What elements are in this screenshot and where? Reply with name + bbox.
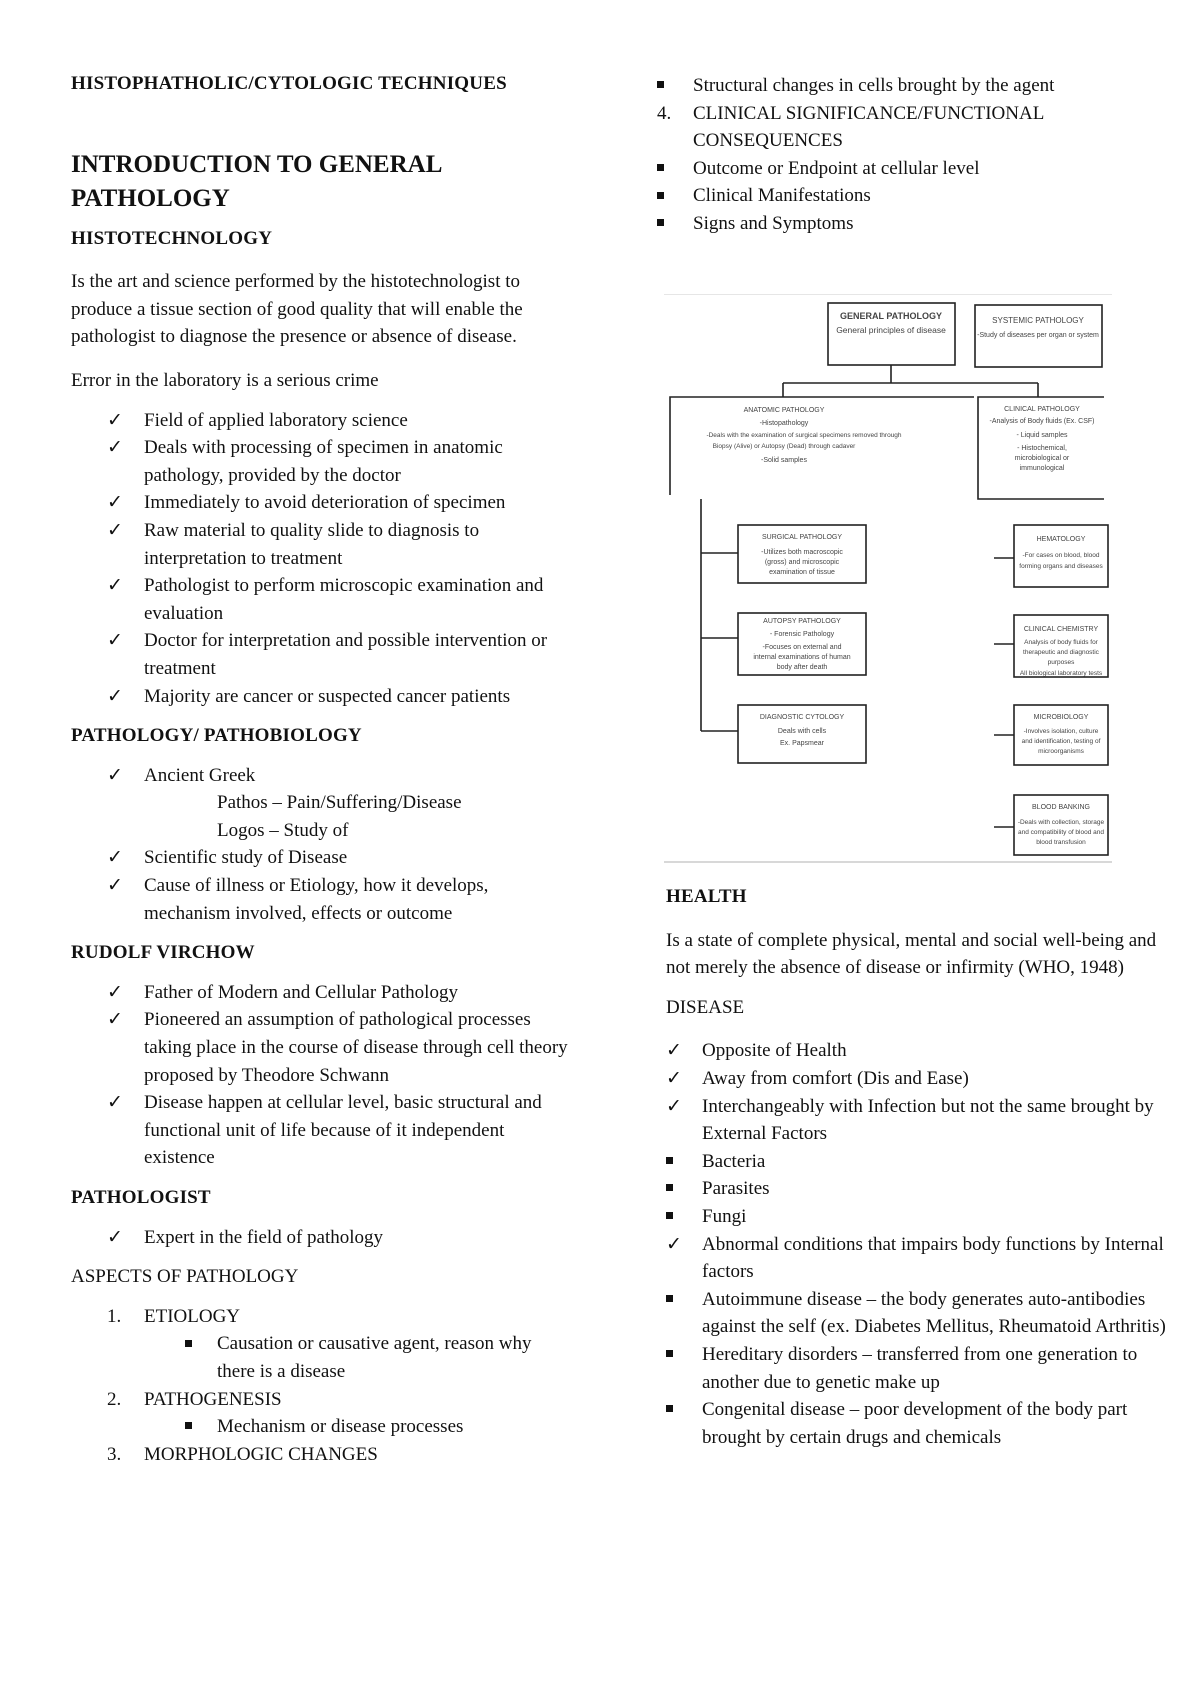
list-item: 2. PATHOGENESIS	[107, 1388, 282, 1410]
surgical-title: SURGICAL PATHOLOGY	[762, 534, 842, 541]
checkmark-icon: ✓	[107, 492, 123, 514]
histotechnology-list	[71, 407, 571, 711]
pathology-list	[71, 762, 571, 928]
bullet-square-icon	[666, 1396, 690, 1424]
checkmark-icon: ✓	[107, 409, 123, 431]
checkmark-icon: ✓	[107, 437, 123, 459]
list-item: Outcome or Endpoint at cellular level	[657, 155, 1167, 183]
clinical-line5: immunological	[1019, 465, 1065, 472]
autopsy-line2: -Focuses on external and	[762, 644, 842, 651]
list-item: Congenital disease – poor development of the body part brought by certain drugs and chemicals	[666, 1396, 1174, 1451]
pathology-branches-diagram	[664, 294, 1112, 863]
list-item: Causation or causative agent, reason why there is a disease	[71, 1330, 571, 1385]
blood-banking-line3: blood transfusion	[1036, 839, 1086, 846]
autopsy-line1: - Forensic Pathology	[769, 631, 835, 638]
list-item: ✓ Scientific study of Disease	[71, 844, 571, 872]
list-item: ✓ Cause of illness or Etiology, how it develops, mechanism involved, effects or outcome	[71, 872, 571, 927]
list-item: 4. CLINICAL SIGNIFICANCE/FUNCTIONAL CONSEQUENCES	[657, 102, 1044, 152]
list-item: ✓ Deals with processing of specimen in anatomic pathology, provided by the doctor	[71, 434, 571, 489]
anatomic-line1: -Histopathology	[759, 420, 809, 427]
list-item: ✓ Doctor for interpretation and possible intervention or treatment	[71, 627, 571, 682]
checkmark-icon: ✓	[107, 630, 123, 652]
general-desc: General principles of disease	[836, 325, 946, 335]
list-item: ✓ Immediately to avoid deterioration of specimen	[71, 489, 571, 517]
list-item: Signs and Symptoms	[657, 210, 1167, 238]
chemistry-line1: Analysis of body fluids for	[1024, 639, 1098, 646]
list-item: ✓ Father of Modern and Cellular Pathology	[71, 979, 571, 1007]
list-item: ✓ Majority are cancer or suspected cancer patients	[71, 683, 571, 711]
microbiology-title: MICROBIOLOGY	[1033, 714, 1089, 721]
list-item: ✓ Interchangeably with Infection but not the same brought by External Factors	[666, 1093, 1174, 1148]
bullet-square-icon	[666, 1286, 690, 1314]
blood-banking-line1: -Deals with collection, storage	[1017, 819, 1105, 826]
bullet-square-icon	[666, 1175, 690, 1203]
bullet-square-icon	[657, 182, 681, 210]
clinical-title: CLINICAL PATHOLOGY	[1004, 406, 1080, 413]
checkmark-icon: ✓	[666, 1067, 682, 1089]
list-item: ✓ Opposite of Health	[666, 1037, 1174, 1065]
surgical-line1: -Utilizes both macroscopic	[761, 549, 843, 556]
list-item: Fungi	[666, 1203, 1174, 1231]
right-column-top	[657, 72, 1167, 238]
list-item: Bacteria	[666, 1148, 1174, 1176]
list-item: ✓ Raw material to quality slide to diagnosis to interpretation to treatment	[71, 517, 571, 572]
bullet-square-icon	[657, 72, 681, 100]
clinical-line1: -Analysis of Body fluids (Ex. CSF)	[989, 418, 1095, 425]
checkmark-icon: ✓	[107, 875, 123, 897]
blood-banking-line2: and compatibility of blood and	[1017, 829, 1105, 836]
document-top-heading: HISTOPHATHOLIC/CYTOLOGIC TECHNIQUES	[71, 73, 507, 94]
pathology-heading: PATHOLOGY/ PATHOBIOLOGY	[71, 725, 362, 747]
aspects-heading: ASPECTS OF PATHOLOGY	[71, 1266, 299, 1288]
list-item: ✓ Abnormal conditions that impairs body functions by Internal factors	[666, 1231, 1174, 1286]
chemistry-line2: therapeutic and diagnostic	[1023, 649, 1099, 656]
clinical-line2: - Liquid samples	[1016, 432, 1068, 439]
checkmark-icon: ✓	[107, 1092, 123, 1114]
bullet-square-icon	[657, 210, 681, 238]
list-item: ✓ Field of applied laboratory science	[71, 407, 571, 435]
list-item: ✓ Away from comfort (Dis and Ease)	[666, 1065, 1174, 1093]
list-item: Structural changes in cells brought by the agent	[657, 72, 1167, 100]
checkmark-icon: ✓	[107, 685, 123, 707]
autopsy-title: AUTOPSY PATHOLOGY	[763, 618, 841, 625]
hematology-title: HEMATOLOGY	[1036, 536, 1086, 543]
hematology-line1: -For cases on blood, blood	[1022, 552, 1100, 559]
anatomic-line4: -Solid samples	[761, 457, 807, 464]
disease-list	[666, 1037, 1174, 1451]
microbiology-line1: -Involves isolation, culture	[1023, 728, 1099, 735]
clinical-chemistry-box	[1014, 615, 1108, 677]
pathologist-heading: PATHOLOGIST	[71, 1187, 211, 1208]
chemistry-line3: purposes	[1047, 659, 1075, 666]
cytology-title: DIAGNOSTIC CYTOLOGY	[759, 714, 845, 721]
histotechnology-definition: Is the art and science performed by the histotechnologist to produce a tissue section of good quality that will enable the pathologist to diagnose the presence or absence of disease.	[71, 271, 523, 348]
checkmark-icon: ✓	[107, 1226, 123, 1248]
cytology-line2: Ex. Papsmear	[780, 740, 824, 747]
bullet-square-icon	[185, 1330, 192, 1358]
systemic-title: SYSTEMIC PATHOLOGY	[992, 316, 1084, 325]
clinical-line3: - Histochemical,	[1017, 445, 1067, 452]
checkmark-icon: ✓	[107, 575, 123, 597]
list-item: 3. MORPHOLOGIC CHANGES	[107, 1443, 378, 1465]
aspects-list	[71, 1303, 571, 1469]
chemistry-line4: All biological laboratory tests	[1019, 670, 1103, 677]
list-item: Autoimmune disease – the body generates auto-antibodies against the self (ex. Diabetes Mellitus, Rheumatoid Arthritis)	[666, 1286, 1174, 1341]
bullet-square-icon	[666, 1148, 690, 1176]
list-item: Parasites	[666, 1175, 1174, 1203]
anatomic-line3: Biopsy (Alive) or Autopsy (Dead) through cadaver	[712, 443, 856, 450]
checkmark-icon: ✓	[107, 981, 123, 1003]
bullet-square-icon	[185, 1413, 192, 1441]
systemic-desc: -Study of diseases per organ or system	[977, 332, 1099, 339]
left-column	[71, 70, 571, 1468]
microbiology-line3: microorganisms	[1038, 748, 1084, 755]
general-title: GENERAL PATHOLOGY	[839, 311, 943, 321]
anatomic-line2: -Deals with the examination of surgical specimens removed through	[706, 432, 902, 439]
virchow-heading: RUDOLF VIRCHOW	[71, 942, 255, 964]
health-definition: Is a state of complete physical, mental and social well-being and not merely the absence of disease or infirmity (WHO, 1948)	[666, 929, 1157, 979]
list-item: ✓ Ancient Greek	[71, 762, 571, 790]
bullet-square-icon	[657, 155, 681, 183]
clinical-line4: microbiological or	[1014, 455, 1070, 462]
list-item: ✓ Pathologist to perform microscopic examination and evaluation	[71, 572, 571, 627]
right-column-bottom	[666, 883, 1174, 1451]
autopsy-line3: internal examinations of human	[753, 654, 851, 661]
list-item: Hereditary disorders – transferred from one generation to another due to genetic make up	[666, 1341, 1174, 1396]
checkmark-icon: ✓	[107, 764, 123, 786]
disease-heading: DISEASE	[666, 996, 745, 1018]
surgical-line2: (gross) and microscopic	[764, 559, 840, 566]
anatomic-title: ANATOMIC PATHOLOGY	[743, 407, 825, 414]
diagram-svg	[664, 295, 1112, 859]
surgical-line3: examination of tissue	[769, 569, 835, 576]
histotechnology-note: Error in the laboratory is a serious crime	[71, 369, 379, 391]
blood-banking-title: BLOOD BANKING	[1032, 804, 1090, 811]
pathos-definition: Pathos – Pain/Suffering/Disease	[217, 792, 462, 814]
chemistry-title: CLINICAL CHEMISTRY	[1023, 626, 1099, 633]
pathologist-list	[71, 1224, 571, 1252]
list-item: Clinical Manifestations	[657, 182, 1167, 210]
list-item: ✓ Disease happen at cellular level, basic structural and functional unit of life because of it independent existence	[71, 1089, 571, 1172]
checkmark-icon: ✓	[666, 1233, 682, 1255]
health-heading: HEALTH	[666, 886, 747, 907]
checkmark-icon: ✓	[107, 847, 123, 869]
checkmark-icon: ✓	[666, 1095, 682, 1117]
bullet-square-icon	[666, 1341, 690, 1369]
list-item: ✓ Pioneered an assumption of pathological processes taking place in the course of disease through cell theory proposed by Theodore Schwann	[71, 1006, 571, 1089]
hematology-line2: forming organs and diseases	[1019, 563, 1103, 570]
checkmark-icon: ✓	[107, 519, 123, 541]
bullet-square-icon	[666, 1203, 690, 1231]
checkmark-icon: ✓	[666, 1040, 682, 1062]
cytology-line1: Deals with cells	[777, 728, 827, 735]
virchow-list	[71, 979, 571, 1172]
page-title: INTRODUCTION TO GENERAL PATHOLOGY	[71, 150, 441, 212]
microbiology-line2: and identification, testing of	[1021, 738, 1101, 745]
autopsy-line4: body after death	[776, 664, 828, 671]
list-item: Mechanism or disease processes	[71, 1413, 571, 1441]
checkmark-icon: ✓	[107, 1009, 123, 1031]
histotechnology-heading: HISTOTECHNOLOGY	[71, 227, 273, 249]
logos-definition: Logos – Study of	[217, 819, 349, 841]
list-item: 1. ETIOLOGY	[107, 1305, 241, 1327]
list-item: ✓ Expert in the field of pathology	[71, 1224, 571, 1252]
